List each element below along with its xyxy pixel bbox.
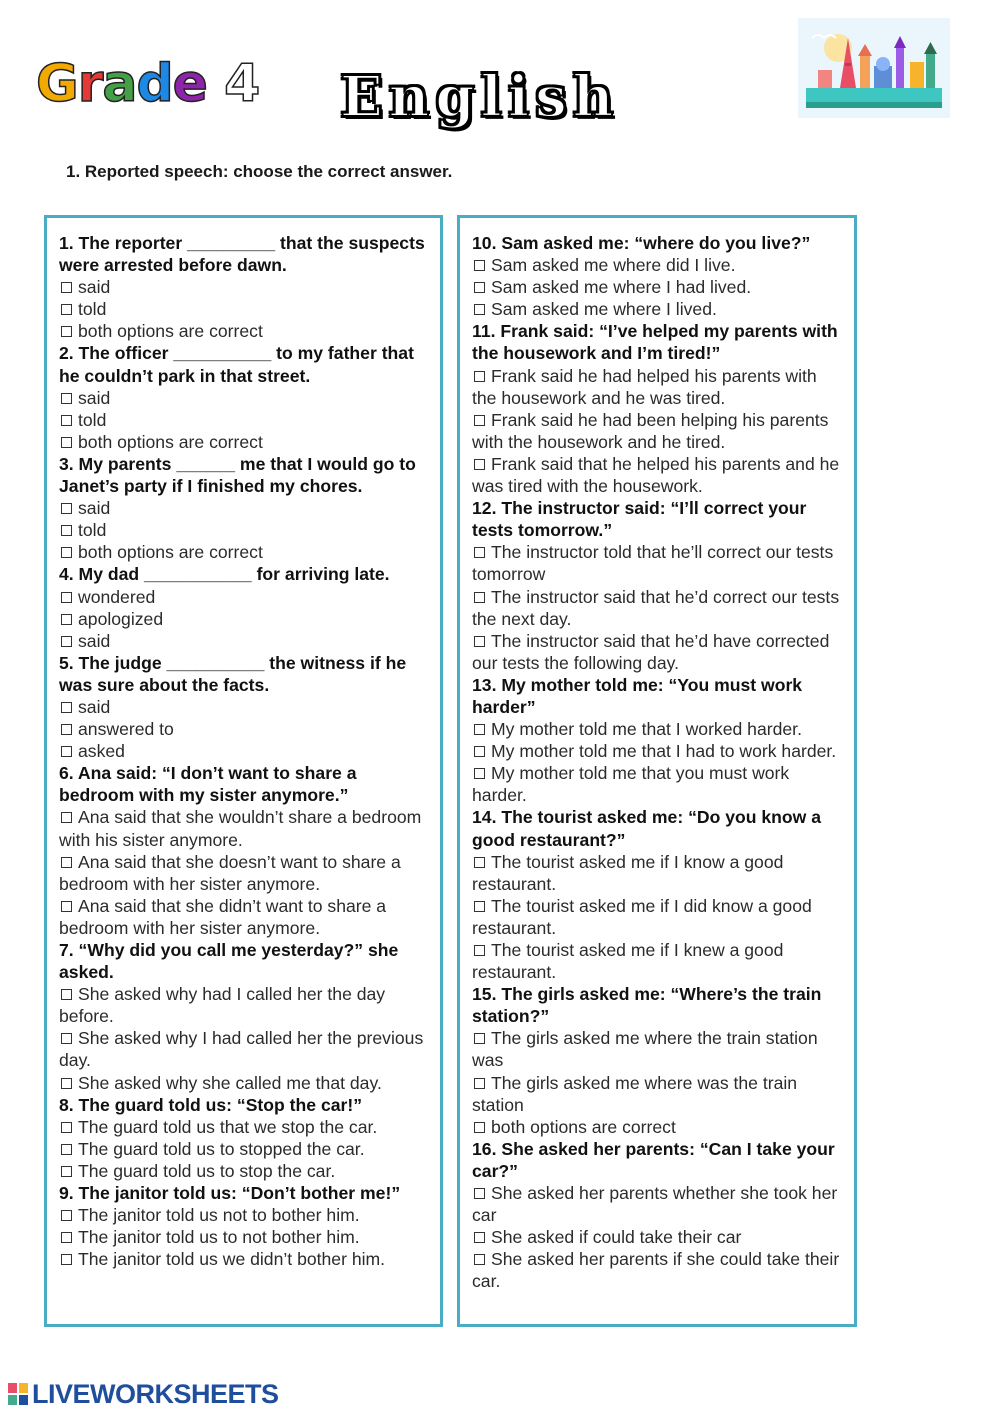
answer-option-label: The tourist asked me if I knew a good restaurant.	[472, 940, 784, 983]
liveworksheets-logo	[8, 1379, 298, 1409]
grade-logo-letter	[207, 54, 224, 114]
answer-option-label: The girls asked me where the train station was	[472, 1028, 818, 1071]
answer-option-label: Sam asked me where I had lived.	[491, 277, 752, 298]
question-text: 15. The girls asked me: “Where’s the train station?”	[472, 984, 822, 1027]
answer-option-label: Ana said that she doesn’t want to share a bedroom with her sister anymore.	[59, 851, 401, 894]
question-text: 2. The officer __________ to my father that he couldn’t park in that street.	[59, 343, 414, 386]
answer-option-label: said	[78, 498, 111, 519]
checkbox-icon[interactable]	[474, 282, 485, 293]
answer-option-label: She asked her parents if she could take their car.	[472, 1249, 840, 1292]
question-text: 13. My mother told me: “You must work harder”	[472, 674, 803, 717]
checkbox-icon[interactable]	[474, 1122, 485, 1133]
checkbox-icon[interactable]	[474, 1254, 485, 1265]
answer-option-label: asked	[78, 741, 125, 762]
grade-logo-letter: r	[77, 54, 103, 114]
answer-option[interactable]	[59, 983, 430, 1027]
checkbox-icon[interactable]	[61, 989, 72, 1000]
answer-option[interactable]	[59, 1027, 430, 1071]
answer-option[interactable]	[59, 387, 430, 409]
liveworksheets-mark-icon	[8, 1383, 28, 1405]
grade-4-logo	[36, 54, 260, 114]
answer-option-label: Ana said that she didn’t want to share a bedroom with her sister anymore.	[59, 895, 387, 938]
answer-option[interactable]	[59, 1116, 430, 1138]
answer-option-label: both options are correct	[78, 431, 263, 452]
answer-option[interactable]	[59, 608, 430, 630]
answer-option[interactable]	[59, 586, 430, 608]
answer-option[interactable]	[59, 630, 430, 652]
answer-option-label: Ana said that she wouldn’t share a bedroom with his sister anymore.	[59, 807, 422, 850]
answer-option-label: Frank said he had been helping his parents with the housework and he tired.	[472, 409, 829, 452]
checkbox-icon[interactable]	[61, 636, 72, 647]
answer-option-label: The tourist asked me if I did know a good restaurant.	[472, 895, 812, 938]
answer-option-label: told	[78, 299, 107, 320]
question-text: 8. The guard told us: “Stop the car!”	[59, 1094, 363, 1115]
answer-option-label: both options are correct	[78, 321, 263, 342]
checkbox-icon[interactable]	[474, 547, 485, 558]
answer-option[interactable]	[472, 1072, 844, 1116]
checkbox-icon[interactable]	[474, 304, 485, 315]
checkbox-icon[interactable]	[61, 1254, 72, 1265]
answer-option-label: She asked her parents whether she took her car	[472, 1183, 838, 1226]
answer-option[interactable]	[59, 718, 430, 740]
checkbox-icon[interactable]	[61, 592, 72, 603]
checkbox-icon[interactable]	[474, 768, 485, 779]
question-text: 5. The judge __________ the witness if he was sure about the facts.	[59, 652, 407, 695]
checkbox-icon[interactable]	[474, 415, 485, 426]
left-question-column	[44, 215, 443, 1327]
checkbox-icon[interactable]	[61, 503, 72, 514]
question-text: 6. Ana said: “I don’t want to share a bedroom with my sister anymore.”	[59, 763, 357, 806]
answer-option-label: Frank said he had helped his parents with the housework and he was tired.	[472, 365, 817, 408]
checkbox-icon[interactable]	[61, 393, 72, 404]
question-text: 1. The reporter _________ that the suspects were arrested before dawn.	[59, 233, 425, 276]
answer-option-label: said	[78, 630, 111, 651]
answer-option[interactable]	[59, 431, 430, 453]
grade-logo-letter: G	[36, 54, 78, 114]
answer-option-label: My mother told me that you must work harder.	[472, 763, 790, 806]
answer-option-label: The instructor said that he’d have corrected our tests the following day.	[472, 630, 830, 673]
checkbox-icon[interactable]	[474, 1188, 485, 1199]
checkbox-icon[interactable]	[61, 724, 72, 735]
checkbox-icon[interactable]	[61, 1033, 72, 1044]
checkbox-icon[interactable]	[61, 415, 72, 426]
answer-option[interactable]	[472, 895, 844, 939]
answer-option-label: The janitor told us not to bother him.	[78, 1205, 360, 1226]
answer-option-label: Sam asked me where did I live.	[491, 255, 736, 276]
answer-option-label: apologized	[78, 608, 164, 629]
checkbox-icon[interactable]	[61, 812, 72, 823]
right-question-column	[457, 215, 857, 1327]
answer-option[interactable]	[472, 1182, 844, 1226]
checkbox-icon[interactable]	[474, 636, 485, 647]
checkbox-icon[interactable]	[474, 1232, 485, 1243]
grade-logo-letter: 4	[224, 54, 260, 114]
checkbox-icon[interactable]	[474, 1033, 485, 1044]
checkbox-icon[interactable]	[61, 304, 72, 315]
answer-option-label: The guard told us to stopped the car.	[78, 1138, 365, 1159]
checkbox-icon[interactable]	[474, 260, 485, 271]
answer-option-label: She asked why had I called her the day before.	[59, 984, 386, 1027]
question-text: 4. My dad ___________ for arriving late.	[59, 564, 390, 585]
answer-option-label: The girls asked me where was the train station	[472, 1072, 798, 1115]
answer-option-label: The guard told us that we stop the car.	[78, 1116, 378, 1137]
answer-option-label: She asked why I had called her the previous day.	[59, 1028, 424, 1071]
answer-option[interactable]	[472, 1027, 844, 1071]
answer-option[interactable]	[472, 298, 844, 320]
checkbox-icon[interactable]	[61, 326, 72, 337]
answer-option[interactable]	[59, 1138, 430, 1160]
answer-option-label: said	[78, 696, 111, 717]
checkbox-icon[interactable]	[474, 901, 485, 912]
answer-option[interactable]	[472, 254, 844, 276]
answer-option[interactable]	[472, 541, 844, 585]
question-text: 9. The janitor told us: “Don’t bother me!”	[59, 1183, 401, 1204]
checkbox-icon[interactable]	[61, 1122, 72, 1133]
answer-option[interactable]	[59, 320, 430, 342]
answer-option[interactable]	[59, 519, 430, 541]
checkbox-icon[interactable]	[474, 746, 485, 757]
checkbox-icon[interactable]	[61, 901, 72, 912]
checkbox-icon[interactable]	[61, 547, 72, 558]
answer-option[interactable]	[472, 1226, 844, 1248]
answer-option[interactable]	[59, 806, 430, 850]
answer-option-label: The janitor told us to not bother him.	[78, 1227, 360, 1248]
checkbox-icon[interactable]	[474, 945, 485, 956]
answer-option[interactable]	[59, 298, 430, 320]
instruction-heading: 1. Reported speech: choose the correct answer.	[66, 162, 453, 181]
answer-option[interactable]	[472, 939, 844, 983]
checkbox-icon[interactable]	[474, 371, 485, 382]
question-text: 16. She asked her parents: “Can I take your car?”	[472, 1138, 835, 1181]
answer-option-label: The guard told us to stop the car.	[78, 1160, 336, 1181]
checkbox-icon[interactable]	[61, 1078, 72, 1089]
question-text: 12. The instructor said: “I’ll correct your tests tomorrow.”	[472, 498, 807, 541]
answer-option-label: said	[78, 277, 111, 298]
answer-option[interactable]	[472, 851, 844, 895]
checkbox-icon[interactable]	[474, 857, 485, 868]
answer-option[interactable]	[472, 1248, 844, 1292]
answer-option[interactable]	[472, 409, 844, 453]
answer-option-label: told	[78, 520, 107, 541]
answer-option[interactable]	[59, 1204, 430, 1226]
checkbox-icon[interactable]	[61, 857, 72, 868]
answer-option[interactable]	[59, 1072, 430, 1094]
grade-logo-letter: a	[102, 54, 137, 114]
checkbox-icon[interactable]	[61, 614, 72, 625]
answer-option-label: told	[78, 409, 107, 430]
checkbox-icon[interactable]	[61, 1232, 72, 1243]
checkbox-icon[interactable]	[61, 1210, 72, 1221]
answer-option[interactable]	[59, 276, 430, 298]
checkbox-icon[interactable]	[61, 746, 72, 757]
answer-option[interactable]	[59, 696, 430, 718]
answer-option-label: The instructor told that he’ll correct our tests tomorrow	[472, 542, 834, 585]
answer-option-label: My mother told me that I had to work harder.	[491, 741, 837, 762]
answer-option-label: The tourist asked me if I know a good restaurant.	[472, 851, 784, 894]
answer-option-label: answered to	[78, 719, 174, 740]
answer-option[interactable]	[59, 1248, 430, 1270]
checkbox-icon[interactable]	[61, 1166, 72, 1177]
checkbox-icon[interactable]	[61, 282, 72, 293]
question-text: 10. Sam asked me: “where do you live?”	[472, 233, 811, 253]
checkbox-icon[interactable]	[474, 592, 485, 603]
answer-option-label: wondered	[78, 586, 156, 607]
checkbox-icon[interactable]	[474, 459, 485, 470]
grade-logo-letter: d	[136, 54, 173, 114]
question-text: 3. My parents ______ me that I would go to Janet’s party if I finished my chores.	[59, 453, 416, 497]
answer-option-label: said	[78, 387, 111, 408]
answer-option[interactable]	[59, 851, 430, 895]
world-landmarks-illustration	[798, 18, 950, 118]
answer-option[interactable]	[59, 895, 430, 939]
question-text: 14. The tourist asked me: “Do you know a good restaurant?”	[472, 807, 822, 850]
answer-option-label: both options are correct	[78, 542, 263, 563]
answer-option[interactable]	[59, 541, 430, 563]
answer-option-label: She asked why she called me that day.	[78, 1072, 382, 1093]
answer-option[interactable]	[472, 276, 844, 298]
answer-option[interactable]	[472, 1116, 844, 1138]
question-text: 7. “Why did you call me yesterday?” she asked.	[59, 940, 399, 983]
checkbox-icon[interactable]	[61, 702, 72, 713]
answer-option[interactable]	[59, 1226, 430, 1248]
footer-brand-text: LIVEWORKSHEETS	[32, 1378, 279, 1409]
answer-option[interactable]	[59, 497, 430, 519]
checkbox-icon[interactable]	[61, 437, 72, 448]
answer-option[interactable]	[59, 740, 430, 762]
english-title: English	[340, 64, 620, 130]
answer-option-label: The instructor said that he’d correct our tests the next day.	[472, 586, 840, 629]
answer-option[interactable]	[59, 1160, 430, 1182]
answer-option[interactable]	[472, 453, 844, 497]
checkbox-icon[interactable]	[474, 724, 485, 735]
answer-option-label: My mother told me that I worked harder.	[491, 719, 802, 740]
answer-option[interactable]	[472, 718, 844, 740]
checkbox-icon[interactable]	[61, 525, 72, 536]
answer-option[interactable]	[472, 630, 844, 674]
answer-option-label: The janitor told us we didn’t bother him.	[78, 1249, 386, 1270]
answer-option-label: She asked if could take their car	[491, 1227, 742, 1248]
answer-option[interactable]	[472, 762, 844, 806]
question-text: 11. Frank said: “I’ve helped my parents with the housework and I’m tired!”	[472, 321, 838, 364]
answer-option-label: both options are correct	[491, 1116, 676, 1137]
grade-logo-letter: e	[172, 54, 207, 114]
answer-option[interactable]	[472, 365, 844, 409]
checkbox-icon[interactable]	[61, 1144, 72, 1155]
checkbox-icon[interactable]	[474, 1078, 485, 1089]
answer-option[interactable]	[59, 409, 430, 431]
answer-option[interactable]	[472, 586, 844, 630]
answer-option-label: Frank said that he helped his parents and he was tired with the housework.	[472, 453, 840, 497]
answer-option[interactable]	[472, 740, 844, 762]
answer-option-label: Sam asked me where I lived.	[491, 299, 717, 320]
